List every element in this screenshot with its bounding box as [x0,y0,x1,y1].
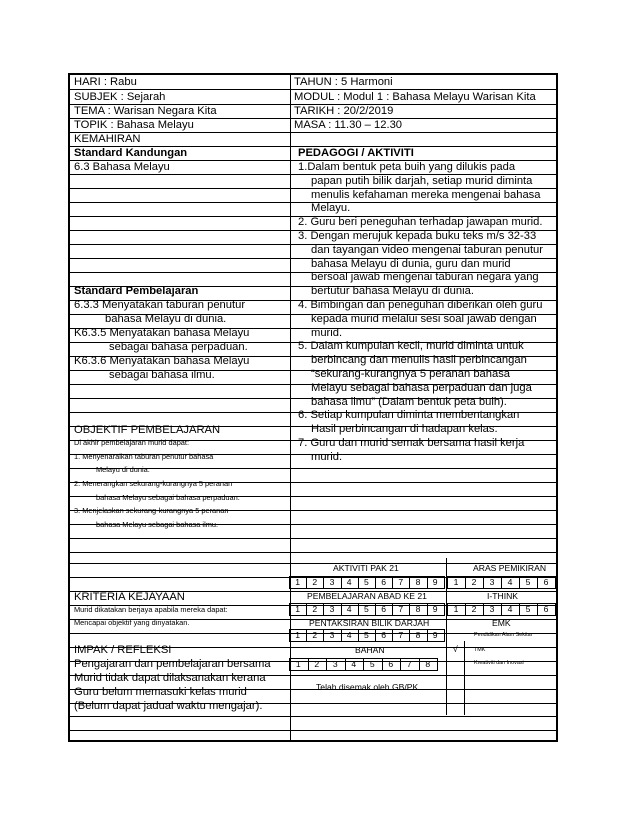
impak-line-2: Murid tidak dapat dilaksanakan kerana [74,672,266,684]
grid-number: 3 [329,577,335,587]
grid-number: 9 [432,630,438,640]
number-cell [501,603,520,616]
objektif-intro: Di akhir pembelajaran murid dapat: [74,438,190,447]
pedagogi-line: 5. Dalam kumpulan kecil, murid diminta untuk [298,340,524,353]
number-cell [323,629,341,642]
sp-line-1: 6.3.3 Menyatakan taburan penutur [74,299,246,311]
grid-number: 7 [398,577,404,587]
number-cell [358,576,376,589]
grid-number: 8 [415,604,421,614]
grid-divider [464,641,465,715]
number-cell [400,658,420,671]
number-cell [358,603,376,616]
grid-number: 3 [329,630,335,640]
grid-number: 1 [295,630,300,640]
row-divider [70,716,556,717]
number-cell [447,603,466,616]
number-cell [308,658,328,671]
grid-number: 4 [351,659,357,669]
grid-number: 4 [346,577,352,587]
grid-number: 7 [406,659,412,669]
bahan-label: BAHAN [355,645,385,655]
grid-number: 7 [398,630,404,640]
grid-number: 4 [346,630,352,640]
grid-divider [446,558,447,715]
number-cell [341,576,359,589]
number-cell [326,658,346,671]
number-cell [501,576,520,589]
number-cell [483,603,502,616]
grid-number: 8 [415,630,421,640]
subjek: SUBJEK : Sejarah [74,91,166,103]
grid-number: 5 [369,659,375,669]
number-cell [427,603,445,616]
grid-number: 2 [314,659,320,669]
masa: MASA : 11.30 – 12.30 [294,119,403,131]
grid-number: 6 [543,577,549,587]
pedagogi-line: Melayu. [311,202,351,215]
row-divider [70,730,556,731]
objektif-line-3: 2. Menerangkan sekurang-kurangnya 5 peranan [74,479,233,488]
ithink-label: I-THINK [487,591,519,601]
pedagogi-line: murid. [311,450,343,463]
number-cell [392,576,410,589]
pedagogi-line: 6. Setiap kumpulan diminta membentangkan [298,409,520,422]
impak-line-3: Guru belum memasuki kelas murid [74,686,247,698]
grid-number: 5 [364,630,369,640]
number-cell [306,629,324,642]
objektif-line-6: bahasa Melayu sebagai bahasa ilmu. [96,520,219,529]
tmk-label: TMK [474,647,486,653]
pedagogi-line: 2. Guru beri peneguhan terhadap jawapan murid. [298,216,543,229]
number-cell [375,576,393,589]
number-cell [375,603,393,616]
number-cell [465,576,484,589]
pendidikan-alam-label: Pendidikan Alam Sekitar [474,632,533,638]
number-cell [447,576,466,589]
number-cell [427,629,445,642]
grid-number: 3 [332,659,338,669]
number-cell [392,629,410,642]
grid-number: 9 [432,604,438,614]
number-cell [306,603,324,616]
objektif-heading: OBJEKTIF PEMBELAJARAN [74,424,221,436]
grid-number: 1 [295,577,300,587]
kreativiti-label: Kreativiti dan Inovasi [474,660,524,666]
tema: TEMA : Warisan Negara Kita [74,105,217,117]
pedagogi-line: Hasil perbincangan di hadapan kelas. [311,423,498,436]
tick-mark: √ [453,644,458,654]
grid-number: 5 [364,577,369,587]
number-cell [341,603,359,616]
number-cell [375,629,393,642]
pedagogi-line: menulis kefahaman mereka mengenai bahasa [311,188,541,201]
grid-number: 6 [381,604,386,614]
pembelajaran-abad21-label: PEMBELAJARAN ABAD KE 21 [307,591,427,601]
number-cell [341,629,359,642]
grid-number: 2 [312,630,318,640]
objektif-line-1: 1. Menyenaraikan taburan penutur bahasa [74,452,214,461]
number-cell [419,658,439,671]
objektif-line-4: bahasa Melayu sebagai bahasa perpaduan. [96,493,240,502]
grid-number: 1 [295,659,301,669]
objektif-line-2: Melayu di dunia. [96,465,150,474]
grid-number: 6 [381,577,386,587]
grid-number: 5 [364,604,369,614]
number-cell [537,603,556,616]
sp-line-3: K6.3.5 Menyatakan bahasa Melayu [74,327,250,339]
standard-kandungan-heading: Standard Kandungan [74,147,188,159]
number-cell [427,576,445,589]
grid-number: 3 [489,604,495,614]
number-cell [519,603,538,616]
pedagogi-line: kepada murid melalui sesi soal jawab dengan [311,312,537,325]
grid-number: 9 [432,577,438,587]
disemak-label: Telah disemak oleh GB/PK [316,682,419,692]
grid-number: 2 [471,604,477,614]
number-cell [409,576,427,589]
grid-number: 4 [507,577,513,587]
grid-number: 8 [425,659,431,669]
pedagogi-line: bahasa ilmu” (Dalam bentuk peta buih). [311,395,507,408]
sp-line-5: K6.3.6 Menyatakan bahasa Melayu [74,355,250,367]
number-cell [289,603,307,616]
row-divider [70,89,556,90]
number-cell [345,658,365,671]
pedagogi-line: “sekurang-kurangnya 5 peranan bahasa [311,368,511,380]
sp-line-4: sebagai bahasa perpaduan. [109,341,248,353]
pedagogi-line: Melayu sebagai bahasa perpaduan dan juga [311,381,532,394]
topik: TOPIK : Bahasa Melayu [74,119,194,131]
impak-heading: IMPAK / REFLEKSI [74,644,172,656]
hari: HARI : Rabu [74,76,137,88]
objektif-line-5: 3. Menjelaskan sekurang-kurangnya 5 peranan [74,506,229,515]
tarikh: TARIKH : 20/2/2019 [294,105,394,117]
sp-line-2: bahasa Melayu di dunia. [105,313,227,325]
grid-number: 7 [398,604,404,614]
pedagogi-line: bahasa Melayu di dunia, guru dan murid [311,257,511,270]
number-cell [323,576,341,589]
tahun: TAHUN : 5 Harmoni [294,76,393,88]
pedagogi-line: dan tayangan video mengenai taburan penutur [311,243,544,256]
number-cell [392,603,410,616]
number-cell [323,603,341,616]
grid-number: 1 [453,577,459,587]
number-cell [519,576,538,589]
sp-line-6: sebagai bahasa ilmu. [109,369,215,381]
pedagogi-line: papan putih bilik darjah, setiap murid diminta [311,174,533,187]
number-cell [409,629,427,642]
grid-number: 6 [388,659,394,669]
grid-number: 2 [471,577,477,587]
grid-number: 1 [453,604,459,614]
pedagogi-line: 7. Guru dan murid semak bersama hasil kerja [298,437,525,449]
kriteria-line-1: Murid dikatakan berjaya apabila mereka dapat: [74,605,228,614]
impak-line-4: (Belum dapat jadual waktu mengajar). [74,700,263,712]
pedagogi-heading: PEDAGOGI / AKTIVITI [298,147,414,159]
standard-kandungan-item: 6.3 Bahasa Melayu [74,161,170,173]
number-cell [409,603,427,616]
pedagogi-line: 4. Bimbingan dan peneguhan diberikan oleh guru [298,299,543,311]
grid-number: 1 [295,604,300,614]
pedagogi-line: 3. Dengan merujuk kepada buku teks m/s 32-33 [298,230,537,242]
row-divider [70,538,556,539]
grid-number: 2 [312,604,318,614]
kriteria-line-2: Mencapai objektif yang dinyatakan. [74,618,190,627]
pedagogi-line: bersoal jawab mengenai taburan negara yang [311,271,539,284]
grid-number: 4 [346,604,352,614]
modul: MODUL : Modul 1 : Bahasa Melayu Warisan Kita [294,91,536,103]
grid-number: 2 [312,577,318,587]
grid-number: 6 [381,630,386,640]
pedagogi-line: berbincang dan menulis hasil perbincangan [311,354,527,367]
grid-number: 6 [543,604,549,614]
number-cell [363,658,383,671]
number-cell [289,658,309,671]
aktiviti-pak21-label: AKTIVITI PAK 21 [333,563,399,573]
emk-label: EMK [492,618,511,628]
impak-line-1: Pengajaran dan pembelajaran bersama [74,658,271,670]
grid-number: 4 [507,604,513,614]
number-cell [358,629,376,642]
standard-pembelajaran-heading: Standard Pembelajaran [74,285,199,297]
number-cell [289,576,307,589]
number-cell [483,576,502,589]
grid-number: 3 [329,604,335,614]
aras-pemikiran-label: ARAS PEMIKIRAN [473,563,547,573]
row-divider [70,132,556,133]
grid-number: 5 [525,604,531,614]
grid-number: 8 [415,577,421,587]
number-cell [465,603,484,616]
row-divider [70,552,556,553]
number-cell [537,576,556,589]
pedagogi-line: bertutur bahasa Melayu di dunia. [311,285,474,298]
number-cell [306,576,324,589]
kemahiran: KEMAHIRAN [74,133,141,145]
pedagogi-line: murid. [311,326,343,339]
grid-number: 3 [489,577,495,587]
number-cell [382,658,402,671]
kriteria-heading: KRITERIA KEJAYAAN [74,591,185,603]
pentaksiran-label: PENTAKSIRAN BILIK DARJAH [309,618,430,628]
grid-number: 5 [525,577,531,587]
pedagogi-line: 1.Dalam bentuk peta buih yang dilukis pada [298,161,516,173]
number-cell [289,629,307,642]
